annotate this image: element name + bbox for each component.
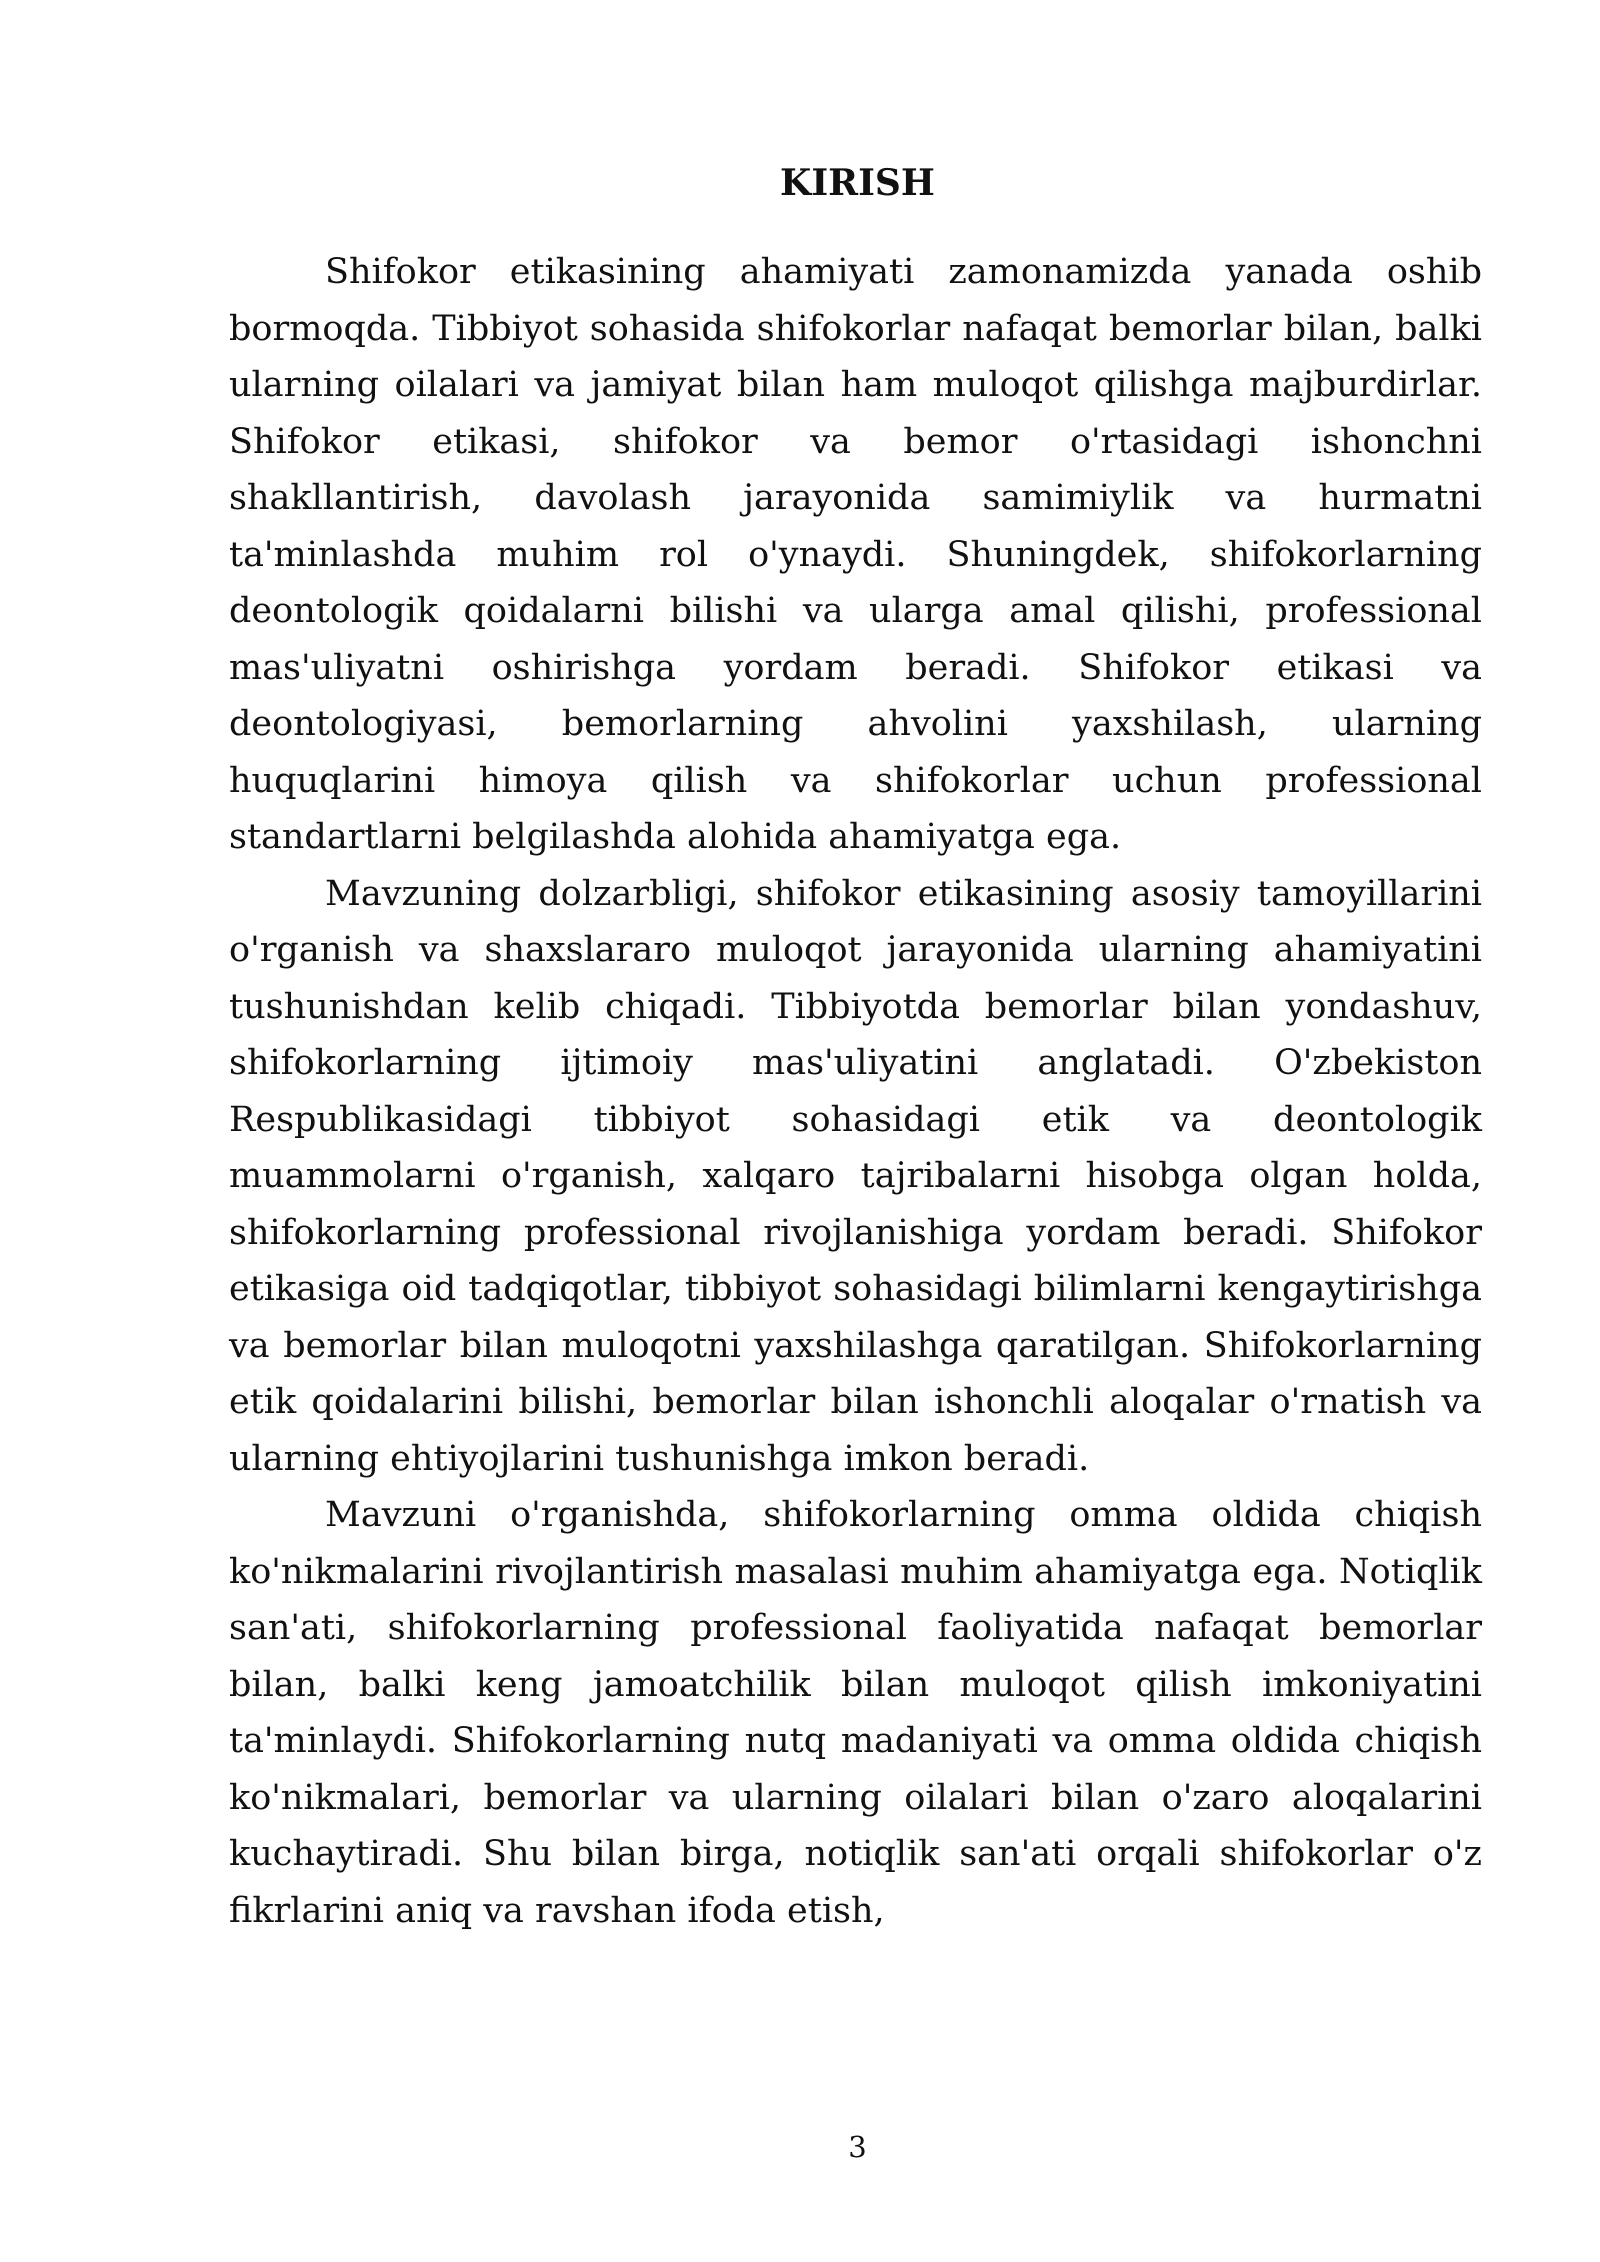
body-text xyxy=(229,244,1482,1939)
paragraph: Mavzuning dolzarbligi, shifokor etikasining asosiy tamoyillarini o'rganish va shaxslararo muloqot jarayonida ularning ahamiyatini tushunishdan kelib chiqadi. Tibbiyotda bemorlar bilan yondashuv, shifokorlarning ijtimoiy mas'uliyatini anglatadi. O'zbekiston Respublikasidagi tibbiyot sohasidagi etik va deontologik muammolarni o'rganish, xalqaro tajribalarni hisobga olgan holda, shifokorlarning professional rivojlanishiga yordam beradi. Shifokor etikasiga oid tadqiqotlar, tibbiyot sohasidagi bilimlarni kengaytirishga va bemorlar bilan muloqotni yaxshilashga qaratilgan. Shifokorlarning etik qoidalarini bilishi, bemorlar bilan ishonchli aloqalar o'rnatish va ularning ehtiyojlarini tushunishga imkon beradi. xyxy=(229,873,1482,1479)
section-title: KIRISH xyxy=(780,162,935,204)
page-number: 3 xyxy=(848,2130,867,2164)
paragraph: Shifokor etikasining ahamiyati zamonamizda yanada oshib bormoqda. Tibbiyot sohasida shifokorlar nafaqat bemorlar bilan, balki ularning oilalari va jamiyat bilan ham muloqot qilishga majburdirlar. Shifokor etikasi, shifokor va bemor o'rtasidagi ishonchni shakllantirish, davolash jarayonida samimiylik va hurmatni ta'minlashda muhim rol o'ynaydi. Shuningdek, shifokorlarning deontologik qoidalarni bilishi va ularga amal qilishi, professional mas'uliyatni oshirishga yordam beradi. Shifokor etikasi va deontologiyasi, bemorlarning ahvolini yaxshilash, ularning huquqlarini himoya qilish va shifokorlar uchun professional standartlarni belgilashda alohida ahamiyatga ega. xyxy=(229,252,1482,857)
paragraph: Mavzuni o'rganishda, shifokorlarning omma oldida chiqish ko'nikmalarini rivojlantirish masalasi muhim ahamiyatga ega. Notiqlik san'ati, shifokorlarning professional faoliyatida nafaqat bemorlar bilan, balki keng jamoatchilik bilan muloqot qilish imkoniyatini ta'minlaydi. Shifokorlarning nutq madaniyati va omma oldida chiqish ko'nikmalari, bemorlar va ularning oilalari bilan o'zaro aloqalarini kuchaytiradi. Shu bilan birga, notiqlik san'ati orqali shifokorlar o'z fikrlarini aniq va ravshan ifoda etish, xyxy=(229,1495,1482,1931)
